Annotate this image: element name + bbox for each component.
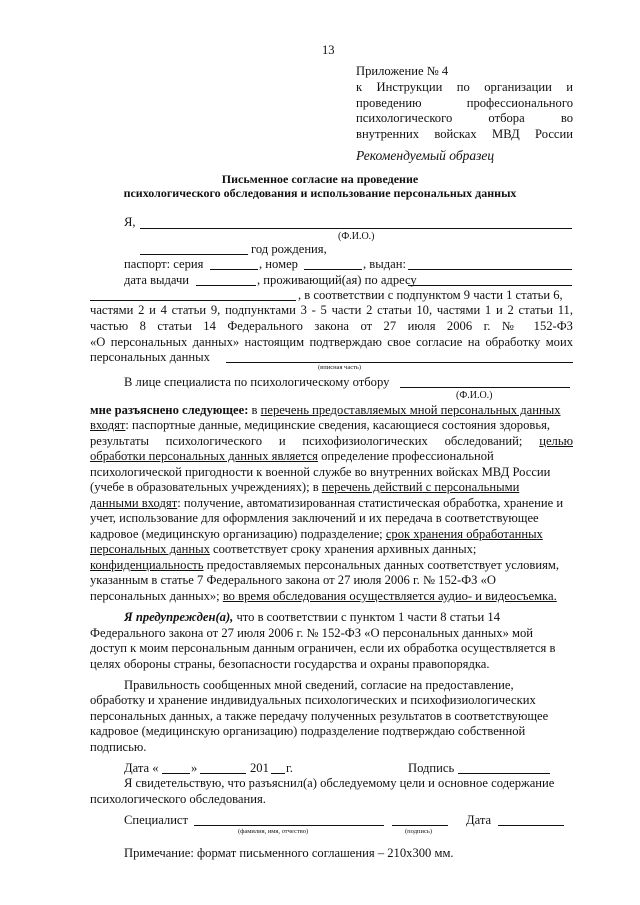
underlined-text: перечень действий с персональными xyxy=(321,480,520,494)
underlined-text: во время обследования осуществляется аудио- и видеосъемка. xyxy=(222,589,557,603)
passport-series-label: паспорт: серия xyxy=(124,257,204,271)
paragraph-line: кадровое (медицинскую организацию) подразделение подтверждаю собственной xyxy=(90,724,526,738)
document-title-line2: психологического обследования и использование персональных данных xyxy=(123,186,517,200)
paragraph-line: Правильность сообщенных мной сведений, согласие на предоставление, xyxy=(124,678,514,692)
fio-field[interactable] xyxy=(140,228,572,229)
paragraph-line: персональных данных, а также передачу полученных результатов в соответствующее xyxy=(90,709,549,723)
address-field-2[interactable] xyxy=(90,300,296,301)
passport-series-field[interactable] xyxy=(210,269,258,270)
paragraph-line xyxy=(90,480,519,494)
specialist-date-field[interactable] xyxy=(498,825,564,826)
paragraph-line: целях обороны страны, безопасности государства и охраны правопорядка. xyxy=(90,657,490,671)
paragraph-line: указанным в статье 7 Федерального закона от 27 июля 2006 г. № 152-ФЗ «О xyxy=(90,573,497,587)
paragraph-line: доступ к моим персональным данным ограничен, если их обработка осуществляется в xyxy=(90,641,556,655)
year-prefix: 201 xyxy=(250,761,269,775)
certify-line: психологического обследования. xyxy=(90,792,266,806)
text: определение профессиональной xyxy=(317,449,494,463)
field-caption: (вписная часть) xyxy=(318,364,362,371)
paragraph-line: Федерального закона от 27 июля 2006 г. № 152-ФЗ «О персональных данных» мой xyxy=(90,626,534,640)
paragraph-line: частью 8 статьи 14 Федерального закона от 27 июля 2006 г. № 152-ФЗ xyxy=(90,319,573,333)
year-field[interactable] xyxy=(271,773,285,774)
signature-field[interactable] xyxy=(458,773,550,774)
underlined-text: срок хранения обработанных xyxy=(385,527,543,541)
year-suffix: г. xyxy=(286,761,293,775)
note: Примечание: формат письменного соглашения – 210х300 мм. xyxy=(124,846,454,860)
underlined-text: конфиденциальность xyxy=(90,558,204,572)
specialist-sign-field[interactable] xyxy=(392,825,448,826)
text: (учебе в образовательных учреждениях); в xyxy=(90,480,322,494)
paragraph-line: учет, использование для оформления заключений и их передача в соответствующее xyxy=(90,511,539,525)
specialist-date-label: Дата xyxy=(466,813,492,827)
specialist-intro: В лице специалиста по психологическому отбору xyxy=(124,375,390,389)
document-title: Письменное согласие на проведение xyxy=(221,172,419,186)
paragraph-line xyxy=(90,527,543,541)
fio-caption: (Ф.И.О.) xyxy=(338,231,375,242)
text: результаты психологического и психофизиологических обследований; xyxy=(90,434,523,448)
bold-text: мне разъяснено следующее: xyxy=(90,403,249,417)
text: кадровое (медицинскую организацию) подразделение; xyxy=(90,527,386,541)
issue-date-label: дата выдачи xyxy=(124,273,190,287)
issued-by-label: , выдан: xyxy=(363,257,406,271)
paragraph-line: частями 2 и 4 статьи 9, подпунктами 3 - 5 части 2 статьи 10, частями 1 и 2 статьи 11, xyxy=(90,303,573,317)
date-close: » xyxy=(191,761,198,775)
paragraph-line: , в соответствии с подпунктом 9 части 1 статьи 6, xyxy=(298,288,563,302)
text: соответствует сроку хранения архивных данных; xyxy=(209,542,477,556)
residing-label: , проживающий(ая) по адресу xyxy=(257,273,417,287)
page-number: 13 xyxy=(322,43,335,57)
paragraph-line: «О персональных данных» настоящим подтверждаю свое согласие на обработку моих xyxy=(90,335,573,349)
paragraph-line xyxy=(90,542,476,556)
paragraph-line: персональных данных xyxy=(90,350,210,364)
address-field[interactable] xyxy=(408,285,572,286)
passport-number-label: , номер xyxy=(259,257,298,271)
paragraph-line xyxy=(90,449,494,463)
specialist-name-caption: (фамилия, имя, отчество) xyxy=(238,828,309,835)
fio-caption: (Ф.И.О.) xyxy=(456,390,493,401)
text: в xyxy=(248,403,261,417)
paragraph-line xyxy=(90,496,563,510)
issued-by-field[interactable] xyxy=(408,269,572,270)
paragraph-line: психологической пригодности к военной службе во внутренних войсках МВД России xyxy=(90,465,551,479)
paragraph-line xyxy=(90,434,573,448)
birth-year-field[interactable] xyxy=(140,254,248,255)
paragraph-line: обработку и хранение индивидуальных психологических и психофизиологических xyxy=(90,693,536,707)
text: : паспортные данные, медицинские сведения, касающиеся состояния здоровья, xyxy=(125,418,551,432)
paragraph-line xyxy=(90,418,550,432)
passport-number-field[interactable] xyxy=(304,269,362,270)
date-label: Дата « xyxy=(124,761,159,775)
paragraph-line xyxy=(90,403,561,417)
paragraph-line xyxy=(90,558,559,572)
underlined-text: персональных данных xyxy=(90,542,210,556)
underlined-text: данными входят xyxy=(90,496,178,510)
appendix-title: Приложение № 4 xyxy=(356,64,449,78)
text: : получение, автоматизированная статистическая обработка, хранение и xyxy=(177,496,564,510)
underlined-text: перечень предоставляемых мной персональных данных xyxy=(260,403,561,417)
appendix-line: психологического отбора во xyxy=(356,111,573,125)
issue-date-field[interactable] xyxy=(196,285,256,286)
underlined-text: целью xyxy=(539,434,573,448)
paragraph-line: подписью. xyxy=(90,740,147,754)
specialist-sign-caption: (подпись) xyxy=(405,828,432,835)
specialist-fio-field[interactable] xyxy=(400,387,570,388)
appendix-line: внутренних войсках МВД России xyxy=(356,127,573,141)
text: персональных данных»; xyxy=(90,589,223,603)
text: что в соответствии с пунктом 1 части 8 статьи 14 xyxy=(233,610,500,624)
appendix-line: к Инструкции по организации и xyxy=(356,80,573,94)
specialist-name-field[interactable] xyxy=(194,825,384,826)
personal-data-field[interactable] xyxy=(226,362,573,363)
underlined-text: входят xyxy=(90,418,126,432)
appendix-line: проведению профессионального xyxy=(356,96,573,110)
bold-text: Я предупрежден(а), xyxy=(124,610,234,624)
signature-label: Подпись xyxy=(408,761,455,775)
day-field[interactable] xyxy=(162,773,190,774)
specialist-label: Специалист xyxy=(124,813,189,827)
paragraph-line xyxy=(124,610,500,624)
birth-year-label: год рождения, xyxy=(251,242,327,256)
month-field[interactable] xyxy=(200,773,246,774)
paragraph-line xyxy=(90,589,557,603)
text: предоставляемых персональных данных соответствует условиям, xyxy=(203,558,560,572)
i-label: Я, xyxy=(124,215,136,229)
sample-label: Рекомендуемый образец xyxy=(356,148,495,163)
certify-line: Я свидетельствую, что разъяснил(а) обследуемому цели и основное содержание xyxy=(124,776,555,790)
underlined-text: обработки персональных данных является xyxy=(90,449,318,463)
